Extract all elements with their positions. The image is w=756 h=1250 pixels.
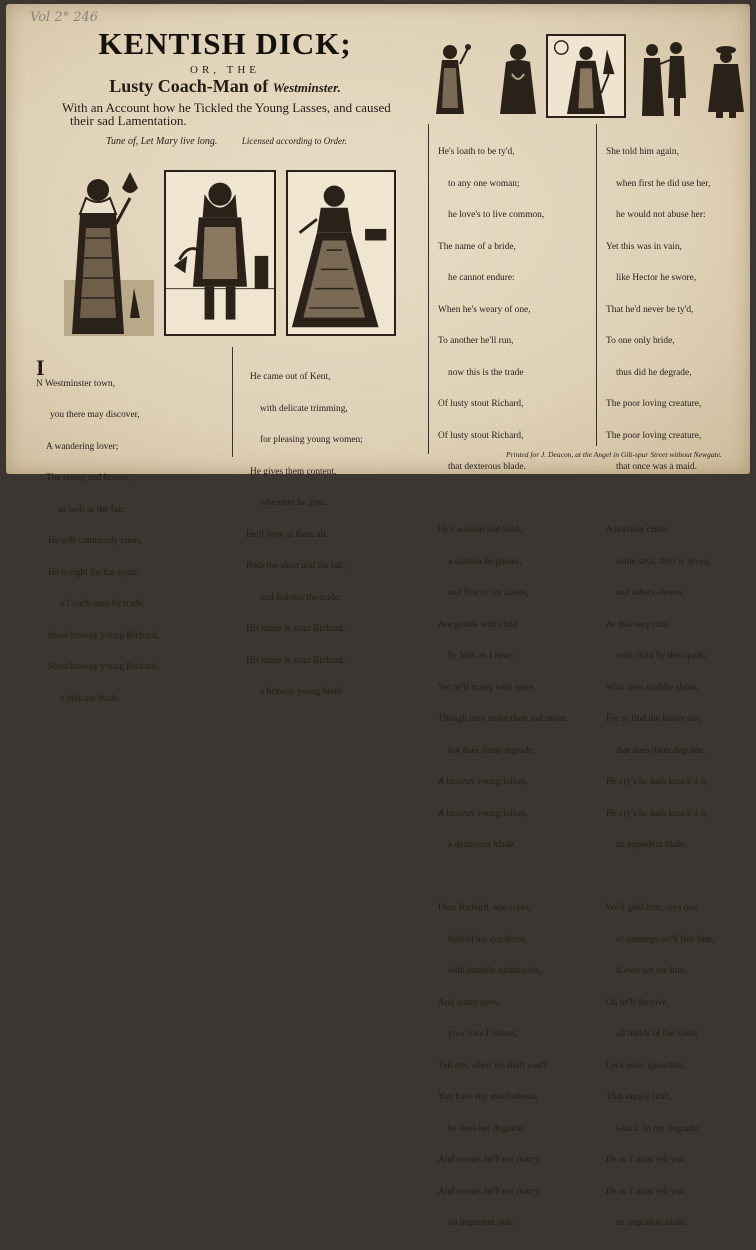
verse-line: Both the short and the tall, [246, 561, 346, 571]
verse-line: if ever we see him, [616, 966, 688, 976]
license-text: Licensed according to Order. [241, 136, 347, 146]
verse-line: Tell me, when we shall wed? [438, 1060, 547, 1071]
verse-line: like Hector he swore, [616, 273, 697, 283]
verse-line: He will commonly court, [48, 536, 143, 546]
verse-line: wherever he goes: [260, 498, 329, 508]
verse-line: by him, as I hear; [448, 651, 514, 661]
verse-line: For to find the knave out, [606, 714, 702, 724]
verse-line: that once was a maid. [616, 462, 697, 472]
verse-line: That unruly limb, [606, 1092, 672, 1102]
verse-line: Though they make their sad moan, [438, 714, 569, 724]
archive-annotation: Vol 2° 246 [30, 10, 99, 25]
verse-line: Stout brawny young Richard, [48, 630, 159, 641]
verse-line: He's loath to be ty'd, [438, 147, 515, 157]
verse-line: a stallion he passes, [448, 556, 522, 567]
verse-line: an impudent blade. [616, 840, 688, 850]
verse-gap [606, 872, 714, 883]
column-rule [596, 124, 597, 446]
verse-line: He'll have at them all, [246, 529, 329, 540]
verse-line: The name of a bride, [438, 241, 516, 252]
woodcut-woman-with-broom [546, 34, 626, 118]
verse-line: all maids of the town: [616, 1029, 698, 1039]
verse-line: The tawny and brown, [46, 473, 131, 483]
verse-line: your love I intreat, [448, 1029, 518, 1039]
verse-line: and follows the trade: [260, 592, 342, 603]
verse-line: be does her degrade, [448, 1123, 526, 1134]
verse-line: He cry's he hath knock'd it, [606, 777, 708, 787]
verse-line: that dexterous blade. [448, 462, 526, 472]
tune-text: Tune of, Let Mary live long. [106, 136, 218, 147]
verse-line: of nutmegs we'll free him, [616, 934, 715, 945]
verse-line: a brawny young blade. [260, 687, 346, 697]
verse-line: thus did he degrade, [616, 367, 692, 378]
verse-line: with child by this spark; [616, 651, 707, 661]
verse-line: N Westminster town, [36, 378, 116, 389]
verse-line: He is, I must tell you, [606, 1155, 687, 1165]
verse-line: Of lusty stout Richard, [438, 399, 524, 409]
verse-line: Stout brawny young Richard, [48, 662, 159, 672]
verse-line: an impudent blade. [616, 1218, 688, 1228]
verse-line: that does them degrade: [616, 745, 706, 756]
verse-line: and five or six lasses, [448, 588, 529, 598]
verse-line: When he's weary of one, [438, 304, 531, 315]
verse-line: To one only bride, [606, 336, 675, 346]
verse-line: His name is stout Richard, [246, 655, 346, 666]
verse-line: The poor loving creature, [606, 399, 702, 409]
verse-line: for pleasing young women; [260, 435, 363, 445]
printer-imprint: Printed for J. Deacon, at the Angel in Gilt-spur Street without Newgate. [506, 450, 722, 459]
woodcut-couple [634, 38, 694, 118]
verse-line: he love's to live common, [448, 210, 545, 220]
verse-col-4 [606, 126, 714, 1250]
verse-line: which do my degrade; [616, 1123, 700, 1134]
title-or: OR, THE [190, 64, 260, 76]
verse-line: He came out of Kent, [250, 372, 331, 382]
column-rule [232, 347, 233, 457]
drop-cap: I [36, 354, 45, 380]
verse-line: She told him again, [606, 147, 679, 157]
verse-line: That he'd never be ty'd, [606, 304, 694, 315]
verse-line: some says, their is seven, [616, 556, 711, 567]
verse-line: as well as the fair, [58, 504, 126, 515]
verse-line: He's wanton and wild, [438, 525, 522, 535]
verse-col-1 [36, 347, 158, 725]
verse-line: And watry eyes, [438, 997, 500, 1008]
verse-line: you there may discover, [50, 410, 140, 420]
woodcut-gentleman [704, 42, 748, 118]
verse-line: he would not abuse her: [616, 210, 706, 220]
ballad-title: KENTISH DICK; [98, 26, 352, 61]
verse-line: with humble submission, [448, 966, 543, 976]
verse-line: behold my condition, [448, 934, 528, 945]
verse-line: He is right for the sport: [48, 567, 139, 578]
verse-line: with delicate trimming, [260, 403, 348, 414]
verse-col-3 [438, 126, 568, 1250]
verse-line: to any one woman; [448, 178, 520, 189]
verse-line: A brawny young fellow, [438, 808, 529, 819]
verse-line: he cannot endure: [448, 273, 515, 283]
verse-line: To another he'll run, [438, 336, 514, 346]
woodcut-woman-with-tulip [64, 168, 156, 336]
tune-line [106, 136, 406, 147]
subtitle-place: Westminster. [272, 80, 341, 95]
verse-line: a Coach-man by trade, [60, 599, 145, 609]
column-rule [428, 124, 429, 454]
verse-line: At this very time [606, 619, 670, 630]
verse-line: Of lusty stout Richard, [438, 430, 524, 441]
verse-gap [438, 872, 568, 883]
verse-line: Yet this was in vain, [606, 241, 682, 252]
verse-line: You have my maidenhead, [438, 1092, 538, 1102]
verse-line: He is, I must tell you, [606, 1186, 687, 1197]
woodcut-cavalier-gentleman [164, 170, 276, 336]
verse-line: And swears he'll not marry, [438, 1155, 541, 1165]
verse-gap [606, 494, 714, 505]
verse-line: He cry's he hath knock'd it, [606, 808, 708, 819]
desc-line-2: their sad Lamentation. [70, 113, 187, 128]
verse-line: A wandering lover; [46, 441, 119, 452]
verse-line: no impudent jade. [448, 1218, 516, 1228]
verse-line: Are gotten with child [438, 619, 518, 630]
verse-line: We'll geld him, says one, [606, 903, 700, 913]
verse-line: A horrible crime, [606, 525, 671, 535]
woodcut-kneeling-woman [496, 40, 540, 116]
ballad-subtitle [70, 76, 380, 97]
desc-line-1: With an Account how he Tickled the Young Lasses, and caused [62, 100, 391, 115]
subtitle-text: Lusty Coach-Man of [109, 76, 269, 96]
verse-line: He gives them content, [250, 466, 337, 477]
verse-line: Yet he'll marry with none, [438, 682, 536, 693]
verse-line: but does them degrade; [448, 745, 536, 756]
verse-line: The poor loving creature, [606, 430, 702, 441]
verse-line: a dexterous blade. [448, 840, 516, 850]
verse-line: when first he did use her, [616, 178, 711, 189]
verse-line: Let's seize upon him, [606, 1060, 686, 1071]
verse-line: now this is the trade [448, 367, 524, 378]
verse-line: A brawny young fellow, [438, 777, 529, 787]
verse-line: And swears he'll not marry, [438, 1186, 541, 1197]
woodcut-lady-with-flower [430, 38, 472, 116]
verse-gap [438, 494, 568, 505]
woodcut-lady-in-gown [286, 170, 396, 336]
verse-line: Who does waddle about, [606, 682, 699, 693]
broadside-sheet [6, 4, 750, 1228]
verse-line: a delicate blade. [60, 693, 121, 704]
verse-line: Dear Richard, one cryes, [438, 903, 531, 913]
verse-col-2 [240, 351, 363, 719]
verse-line: His name is stout Richard, [246, 624, 346, 634]
ballad-description [62, 101, 392, 127]
verse-line: Oh he'll deceive, [606, 997, 669, 1008]
verse-line: and others eleven, [616, 588, 684, 598]
